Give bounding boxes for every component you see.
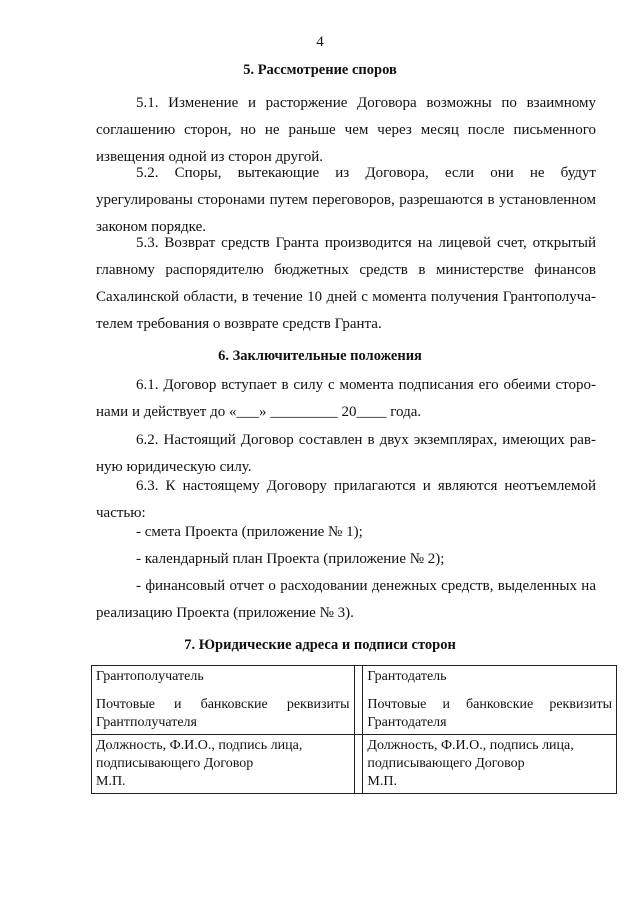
grantor-details-cell <box>363 666 617 735</box>
table-row <box>92 666 617 735</box>
paragraph-5-1: 5.1. Изменение и расторжение Договора возможны по взаимному соглашению сторон, но не раньше чем через месяц после письменного извещения одной из сторон другой. <box>96 95 596 165</box>
signatures-table <box>91 665 617 794</box>
column-gap <box>354 666 363 735</box>
page-number: 4 <box>316 34 324 50</box>
grantee-label: Грантополучатель <box>96 669 204 684</box>
table-row <box>92 735 617 794</box>
list-item-financial-report: - финансовый отчет о расходовании денежных средств, выделенных на реализацию Проекта (приложение № 3). <box>96 578 596 621</box>
paragraph-6-3: 6.3. К настоящему Договору прилагаются и являются неотъемлемой частью: <box>96 478 596 521</box>
paragraph-5-3: 5.3. Возврат средств Гранта производится на лицевой счет, открытый главному распорядителю бюджетных средств в министерстве финансов Сахалинской области, в течение 10 дней с момента получения Грантополучателем требования о возврате средств Гранта. <box>96 235 596 332</box>
grantor-signature-text: Должность, Ф.И.О., подпись лица, подписывающего Договор <box>367 738 574 771</box>
grantor-stamp: М.П. <box>367 774 397 789</box>
grantor-label: Грантодатель <box>367 669 447 684</box>
paragraph-5-2: 5.2. Споры, вытекающие из Договора, если они не будут урегулированы сторонами путем переговоров, разрешаются в установленном законом порядке. <box>96 165 596 235</box>
grantee-details-cell <box>92 666 355 735</box>
grantor-signature-cell <box>363 735 617 794</box>
list-item-schedule: - календарный план Проекта (приложение № 2); <box>136 551 445 567</box>
grantor-details: Почтовые и банковские реквизиты Грантодателя <box>367 697 612 730</box>
grantee-signature-text: Должность, Ф.И.О., подпись лица, подписывающего Договор <box>96 738 303 771</box>
section-6-title: 6. Заключительные положения <box>218 348 422 364</box>
paragraph-6-1: 6.1. Договор вступает в силу с момента подписания его обеими сторонами и действует до «___» _________ 20____ года. <box>96 377 596 420</box>
grantee-stamp: М.П. <box>96 774 126 789</box>
paragraph-6-2: 6.2. Настоящий Договор составлен в двух экземплярах, имеющих равную юридическую силу. <box>96 432 596 475</box>
section-5-title: 5. Рассмотрение споров <box>243 62 397 78</box>
grantee-details: Почтовые и банковские реквизиты Грантполучателя <box>96 697 350 730</box>
column-gap <box>354 735 363 794</box>
list-item-estimate: - смета Проекта (приложение № 1); <box>136 524 363 540</box>
section-7-title: 7. Юридические адреса и подписи сторон <box>184 637 456 653</box>
grantee-signature-cell <box>92 735 355 794</box>
